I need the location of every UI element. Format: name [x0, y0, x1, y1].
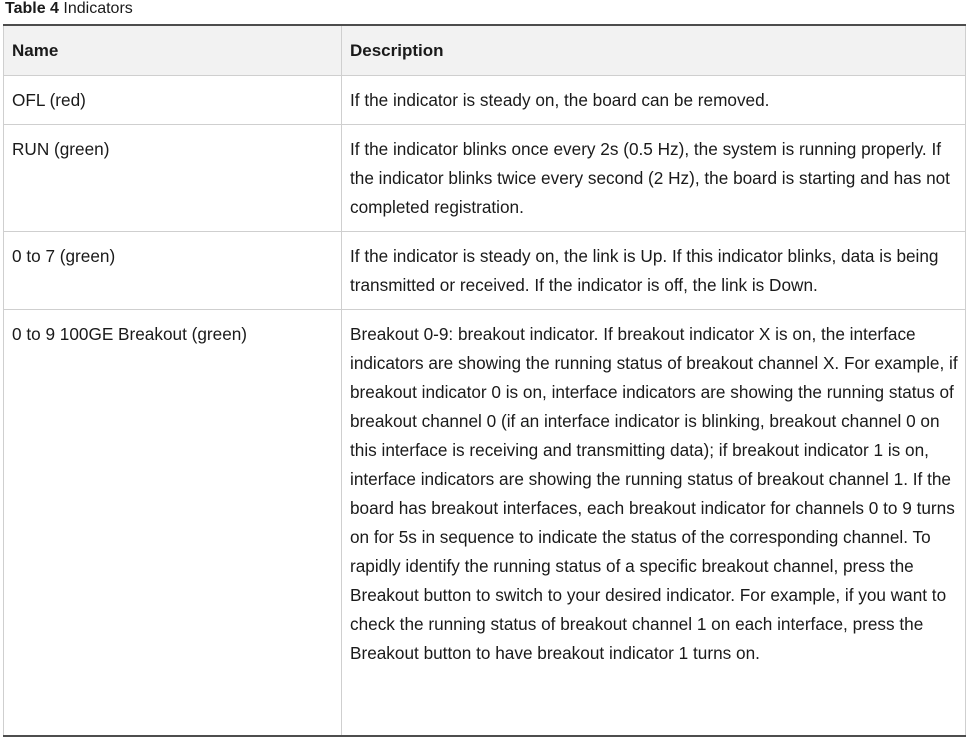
table-row — [4, 310, 966, 736]
table-caption-title: Indicators — [63, 0, 133, 17]
indicator-name-cell: RUN (green) — [4, 125, 342, 232]
table-row — [4, 232, 966, 310]
indicator-name-cell: 0 to 9 100GE Breakout (green) — [4, 310, 342, 736]
table-row — [4, 125, 966, 232]
table-header-row — [4, 25, 966, 76]
table-row — [4, 76, 966, 125]
indicator-description-cell: If the indicator is steady on, the board can be removed. — [342, 76, 966, 125]
indicator-description-cell: Breakout 0-9: breakout indicator. If breakout indicator X is on, the interface indicators are showing the running status of breakout channel X. For example, if breakout indicator 0 is on, interface indicators are showing the running status of breakout channel 0 (if an interface indicator is blinking, breakout channel 0 on this interface is receiving and transmitting data); if breakout indicator 1 is on, interface indicators are showing the running status of breakout channel 1. If the board has breakout interfaces, each breakout indicator for channels 0 to 9 turns on for 5s in sequence to indicate the status of the corresponding channel. To rapidly identify the running status of a specific breakout channel, press the Breakout button to switch to your desired indicator. For example, if you want to check the running status of breakout channel 1 on each interface, press the Breakout button to have breakout indicator 1 turns on. — [342, 310, 966, 736]
indicators-table — [3, 24, 966, 737]
table-caption-label: Table 4 — [5, 0, 59, 17]
table-caption — [5, 0, 133, 20]
column-header-name: Name — [4, 25, 342, 76]
indicator-description-cell: If the indicator is steady on, the link is Up. If this indicator blinks, data is being transmitted or received. If the indicator is off, the link is Down. — [342, 232, 966, 310]
column-header-description: Description — [342, 25, 966, 76]
indicator-name-cell: 0 to 7 (green) — [4, 232, 342, 310]
indicator-name-cell: OFL (red) — [4, 76, 342, 125]
indicator-description-cell: If the indicator blinks once every 2s (0.5 Hz), the system is running properly. If the indicator blinks twice every second (2 Hz), the board is starting and has not completed registration. — [342, 125, 966, 232]
